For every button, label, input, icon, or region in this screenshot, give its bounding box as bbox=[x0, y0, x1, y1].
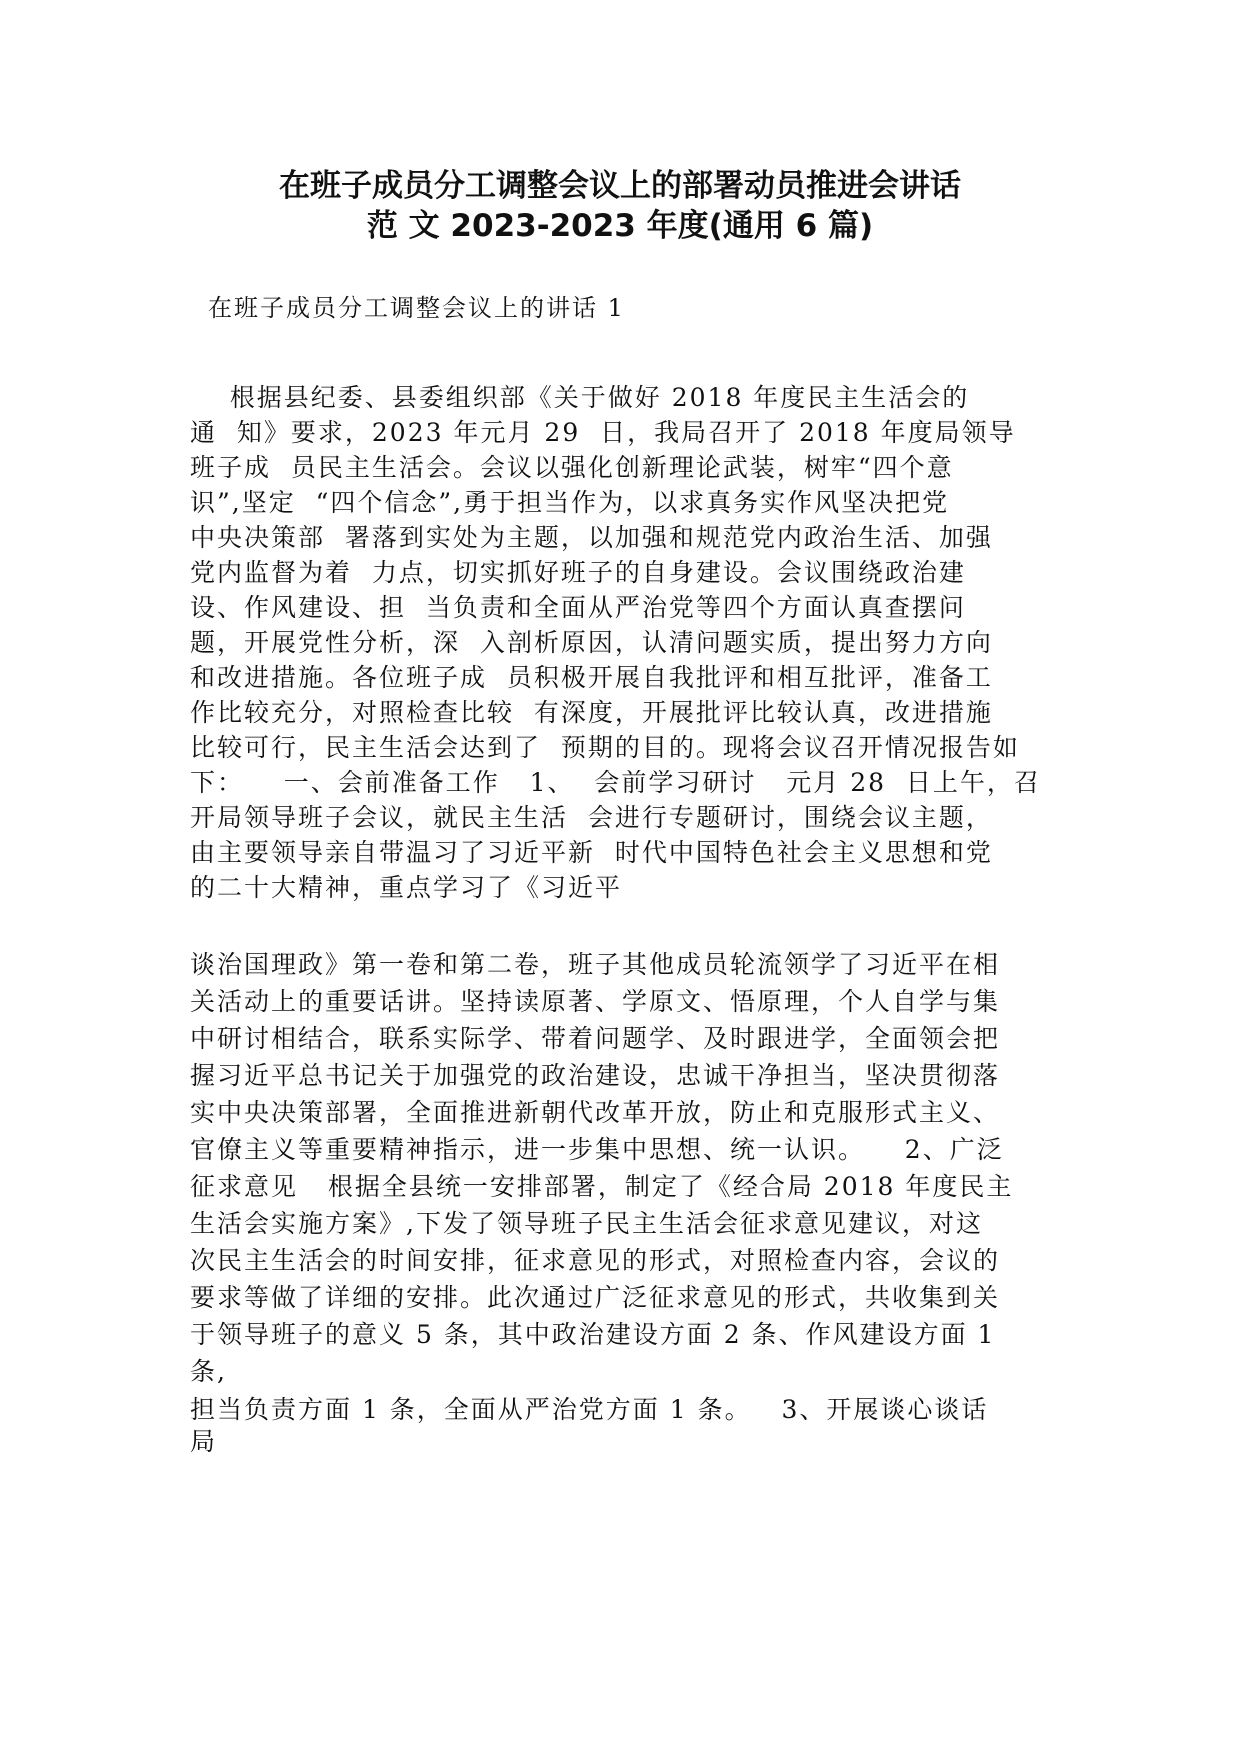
body-line: 谈治国理政》第一卷和第二卷，班子其他成员轮流领学了习近平在相 bbox=[190, 950, 1001, 979]
body-line: 条, bbox=[190, 1357, 227, 1386]
body-line: 和改进措施。各位班子成 员积极开展自我批评和相互批评，准备工 bbox=[190, 663, 993, 692]
body-line: 征求意见 根据全县统一安排部署，制定了《经合局 2018 年度民主 bbox=[190, 1172, 1014, 1201]
body-line: 通 知》要求，2023 年元月 29 日，我局召开了 2018 年度局领导 bbox=[190, 418, 1016, 447]
body-line: 实中央决策部署，全面推进新朝代改革开放，防止和克服形式主义、 bbox=[190, 1098, 1001, 1127]
document-title-line-1: 在班子成员分工调整会议上的部署动员推进会讲话 bbox=[279, 168, 961, 204]
body-line: 于领导班子的意义 5 条，其中政治建设方面 2 条、作风建设方面 1 bbox=[190, 1320, 996, 1349]
body-line: 中央决策部 署落到实处为主题，以加强和规范党内政治生活、加强 bbox=[190, 523, 993, 552]
body-line: 局 bbox=[190, 1427, 218, 1456]
body-line: 要求等做了详细的安排。此次通过广泛征求意见的形式，共收集到关 bbox=[190, 1283, 1001, 1312]
body-line: 下： 一、会前准备工作 1、 会前学习研讨 元月 28 日上午，召 bbox=[190, 768, 1041, 797]
body-line: 开局领导班子会议，就民主生活 会进行专题研讨，围绕会议主题， bbox=[190, 803, 993, 832]
body-line: 设、作风建设、担 当负责和全面从严治党等四个方面认真查摆问 bbox=[190, 593, 966, 622]
body-line: 根据县纪委、县委组织部《关于做好 2018 年度民主生活会的 bbox=[190, 383, 970, 412]
body-line: 关活动上的重要话讲。坚持读原著、学原文、悟原理，个人自学与集 bbox=[190, 987, 1001, 1016]
body-line: 班子成 员民主生活会。会议以强化创新理论武装，树牢“四个意 bbox=[190, 453, 954, 482]
body-line: 由主要领导亲自带温习了习近平新 时代中国特色社会主义思想和党 bbox=[190, 838, 993, 867]
section-heading: 在班子成员分工调整会议上的讲话 1 bbox=[208, 294, 625, 322]
body-line: 题，开展党性分析，深 入剖析原因，认清问题实质，提出努力方向 bbox=[190, 628, 993, 657]
body-line: 握习近平总书记关于加强党的政治建设，忠诚干净担当，坚决贯彻落 bbox=[190, 1061, 1001, 1090]
body-line: 党内监督为着 力点，切实抓好班子的自身建设。会议围绕政治建 bbox=[190, 558, 966, 587]
body-line: 作比较充分，对照检查比较 有深度，开展批评比较认真，改进措施 bbox=[190, 698, 993, 727]
body-line: 的二十大精神，重点学习了《习近平 bbox=[190, 873, 623, 902]
body-line: 官僚主义等重要精神指示，进一步集中思想、统一认识。 2、广泛 bbox=[190, 1135, 1004, 1164]
body-line: 中研讨相结合，联系实际学、带着问题学、及时跟进学，全面领会把 bbox=[190, 1024, 1001, 1053]
document-title-line-2: 范 文 2023-2023 年度(通用 6 篇) bbox=[366, 208, 874, 244]
body-line: 比较可行，民主生活会达到了 预期的目的。现将会议召开情况报告如 bbox=[190, 733, 1020, 762]
body-line: 生活会实施方案》,下发了领导班子民主生活会征求意见建议，对这 bbox=[190, 1209, 983, 1238]
body-line: 次民主生活会的时间安排，征求意见的形式，对照检查内容，会议的 bbox=[190, 1246, 1001, 1275]
body-line: 担当负责方面 1 条，全面从严治党方面 1 条。 3、开展谈心谈话 bbox=[190, 1395, 989, 1424]
body-line: 识”,坚定 “四个信念”,勇于担当作为，以求真务实作风坚决把党 bbox=[190, 488, 950, 517]
